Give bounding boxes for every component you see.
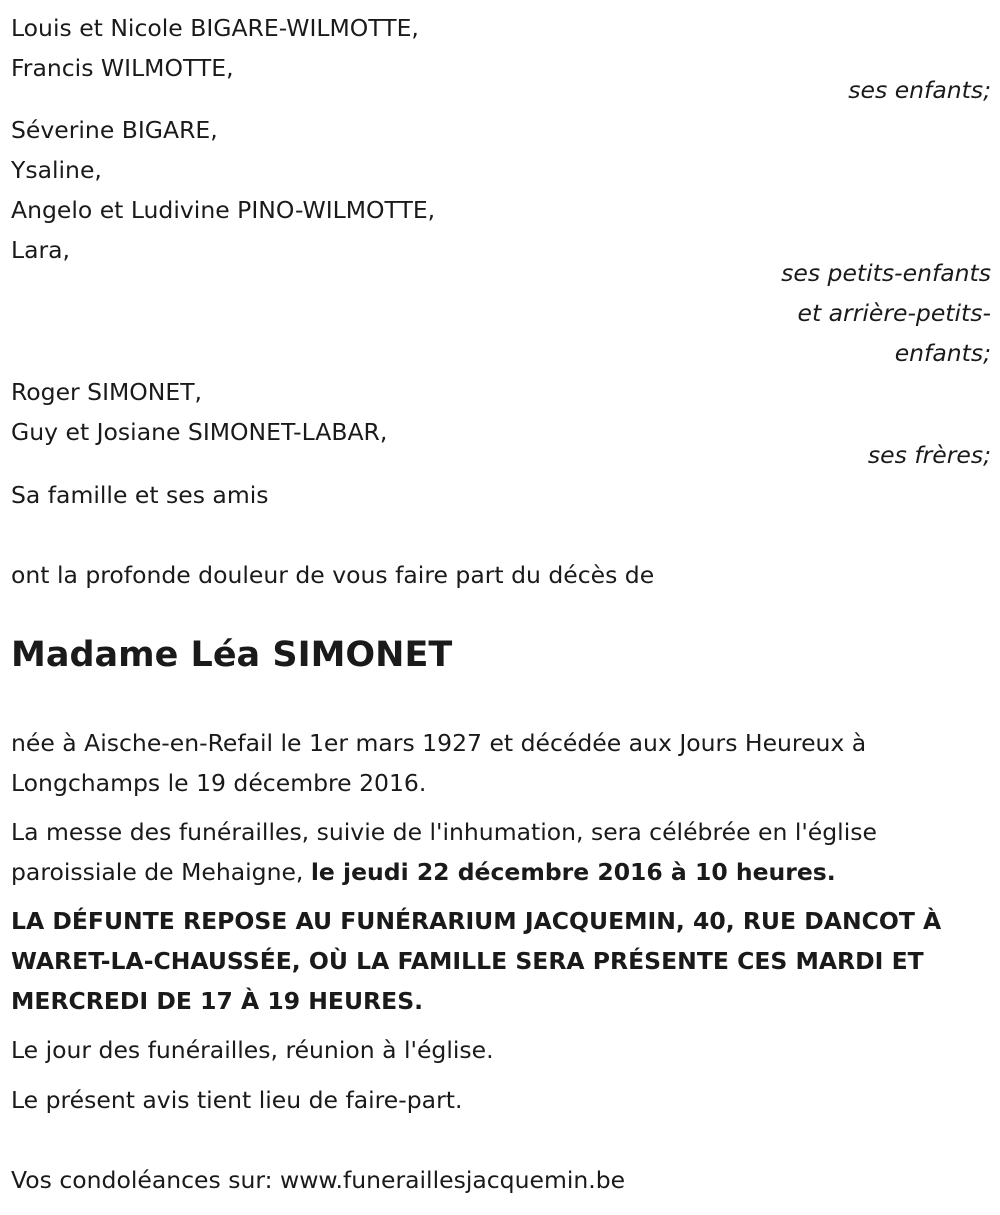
children-line-1: Louis et Nicole BIGARE-WILMOTTE, [11, 14, 419, 42]
family-line: Sa famille et ses amis [11, 481, 269, 509]
siblings-role: ses frères; [867, 441, 991, 469]
siblings-line-2: Guy et Josiane SIMONET-LABAR, [11, 418, 388, 446]
grandchildren-role [11, 253, 991, 373]
funeral-paragraph [11, 812, 991, 892]
announcement-line: ont la profonde douleur de vous faire part du décès de [11, 561, 655, 589]
condolences-line: Vos condoléances sur: www.funeraillesjacquemin.be [11, 1166, 626, 1194]
funeral-date: le jeudi 22 décembre 2016 à 10 heures. [310, 858, 836, 886]
grandchildren-line-4: Lara, [11, 236, 71, 264]
notice-paragraph: Le présent avis tient lieu de faire-part. [11, 1086, 463, 1114]
meeting-paragraph: Le jour des funérailles, réunion à l'église. [11, 1036, 494, 1064]
grandchildren-line-2: Ysaline, [11, 156, 102, 184]
birth-death-paragraph: née à Aische-en-Refail le 1er mars 1927 et décédée aux Jours Heureux à Longchamps le 19 décembre 2016. [11, 729, 867, 797]
grandchildren-role-line-3: enfants; [894, 339, 991, 367]
siblings-line-1: Roger SIMONET, [11, 378, 203, 406]
funeral-text: La messe des funérailles, suivie de l'inhumation, sera célébrée en l'église paroissiale de Mehaigne, [11, 818, 877, 886]
details-section [11, 723, 991, 1120]
grandchildren-role-line-1: ses petits-enfants [781, 259, 991, 287]
children-role: ses enfants; [848, 76, 991, 104]
grandchildren-role-line-2: et arrière-petits- [797, 299, 991, 327]
grandchildren-line-3: Angelo et Ludivine PINO-WILMOTTE, [11, 196, 436, 224]
deceased-name: Madame Léa SIMONET [11, 635, 453, 675]
grandchildren-group [11, 110, 991, 270]
repose-notice: LA DÉFUNTE REPOSE AU FUNÉRARIUM JACQUEMIN, 40, RUE DANCOT À WARET-LA-CHAUSSÉE, OÙ LA FAMILLE SERA PRÉSENTE CES MARDI ET MERCREDI DE 17 À 19 HEURES. [11, 907, 942, 1015]
grandchildren-line-1: Séverine BIGARE, [11, 116, 218, 144]
children-line-2: Francis WILMOTTE, [11, 54, 234, 82]
